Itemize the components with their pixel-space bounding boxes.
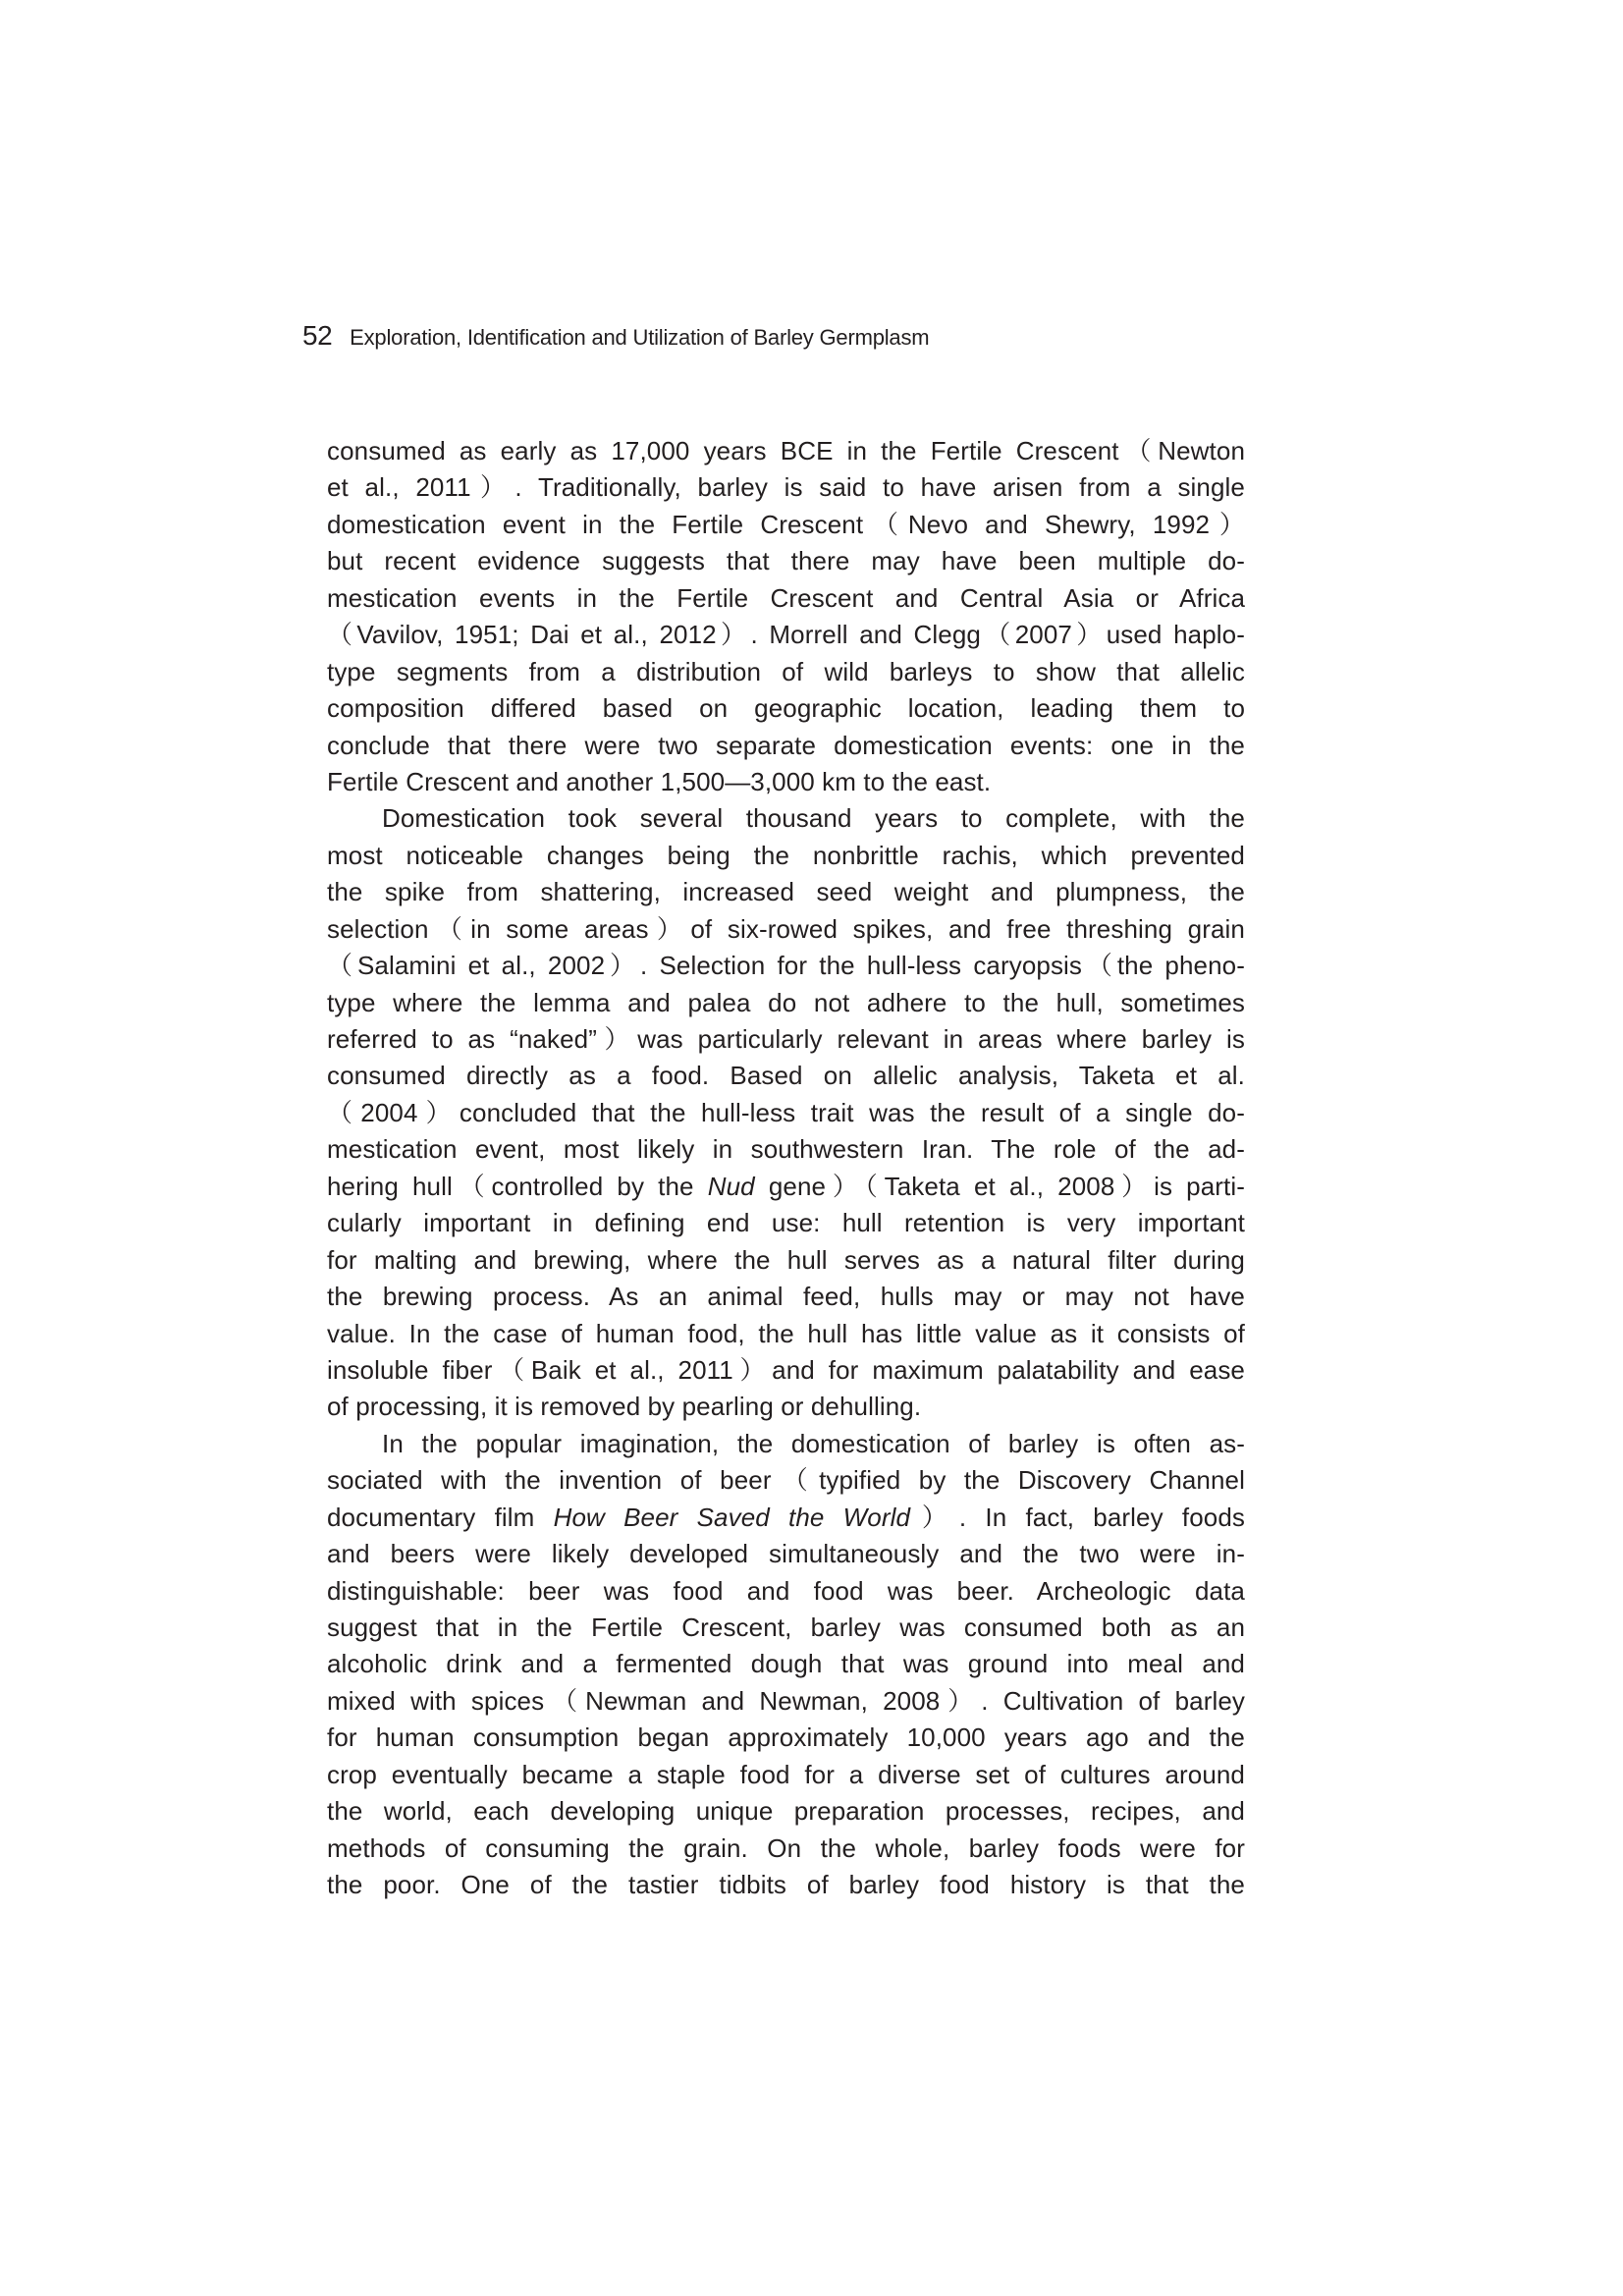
italic-run: How Beer Saved the World xyxy=(553,1502,911,1532)
paragraph-1 xyxy=(327,433,1245,800)
text-line xyxy=(327,1536,1245,1572)
text-run: the brewing process. As an animal feed, hulls may or may not have xyxy=(327,1282,1245,1312)
text-run: et al., 2011）. Traditionally, barley is said to have arisen from a single xyxy=(327,472,1245,503)
text-run: for malting and brewing, where the hull serves as a natural filter during xyxy=(327,1244,1245,1275)
text-line xyxy=(327,1646,1245,1682)
text-run: selection（in some areas）of six-rowed spikes, and free threshing grain xyxy=(327,913,1245,944)
text-run: （2004）concluded that the hull-less trait was the result of a single do- xyxy=(327,1097,1245,1127)
text-run: Fertile Crescent and another 1,500—3,000 km to the east. xyxy=(327,766,992,796)
text-line xyxy=(327,985,1245,1021)
text-line xyxy=(327,1610,1245,1646)
running-header xyxy=(302,320,929,355)
text-run: consumed as early as 17,000 years BCE in the Fertile Crescent（Newton xyxy=(327,436,1245,465)
text-run: consumed directly as a food. Based on allelic analysis, Taketa et al. xyxy=(327,1061,1245,1091)
text-line xyxy=(327,469,1245,506)
text-run: alcoholic drink and a fermented dough that was ground into meal and xyxy=(327,1649,1245,1679)
text-run: Domestication took several thousand years to complete, with the xyxy=(382,803,1245,834)
text-line xyxy=(327,800,1245,837)
text-line xyxy=(327,1500,1245,1536)
text-line xyxy=(327,1462,1245,1499)
text-line xyxy=(327,543,1245,579)
text-run: of processing, it is removed by pearling or dehulling. xyxy=(327,1392,922,1422)
text-line xyxy=(327,507,1245,543)
text-line xyxy=(327,1757,1245,1793)
text-run: cularly important in defining end use: hull retention is very important xyxy=(327,1208,1245,1238)
text-run: referred to as “naked”）was particularly relevant in areas where barley is xyxy=(327,1024,1245,1054)
paragraph-3 xyxy=(327,1426,1245,1904)
text-line xyxy=(327,1867,1245,1903)
text-line xyxy=(327,1831,1245,1867)
text-line xyxy=(327,1242,1245,1279)
text-line xyxy=(327,1058,1245,1094)
text-run: for human consumption began approximately 10,000 years ago and the xyxy=(327,1722,1245,1753)
paragraph-2 xyxy=(327,800,1245,1425)
text-run: crop eventually became a staple food for a diverse set of cultures around xyxy=(327,1759,1245,1789)
text-run: insoluble fiber（Baik et al., 2011）and for maximum palatability and ease xyxy=(327,1354,1245,1385)
text-run: mixed with spices（Newman and Newman, 2008）. Cultivation of barley xyxy=(327,1685,1245,1716)
text-run: suggest that in the Fertile Crescent, barley was consumed both as an xyxy=(327,1613,1245,1642)
text-run: ）. In fact, barley foods xyxy=(910,1502,1245,1532)
text-run: documentary film xyxy=(327,1502,554,1532)
text-run: and beers were likely developed simultaneously and the two were in- xyxy=(327,1539,1245,1569)
text-line xyxy=(327,1720,1245,1756)
text-run: conclude that there were two separate domestication events: one in the xyxy=(327,730,1245,760)
text-line xyxy=(327,580,1245,617)
text-run: most noticeable changes being the nonbrittle rachis, which prevented xyxy=(327,840,1245,870)
text-line xyxy=(327,1131,1245,1168)
text-run: （Salamini et al., 2002）. Selection for the hull-less caryopsis（the pheno- xyxy=(327,951,1245,981)
text-line xyxy=(327,1205,1245,1241)
text-run: （Vavilov, 1951; Dai et al., 2012）. Morrell and Clegg（2007）used haplo- xyxy=(327,620,1245,650)
text-line xyxy=(327,1389,1245,1425)
italic-run: Nud xyxy=(707,1171,755,1201)
text-line xyxy=(327,1573,1245,1610)
text-run: type where the lemma and palea do not adhere to the hull, sometimes xyxy=(327,987,1245,1017)
text-run: gene）（Taketa et al., 2008）is parti- xyxy=(754,1171,1245,1201)
text-run: the poor. One of the tastier tidbits of barley food history is that the xyxy=(327,1870,1245,1900)
text-line xyxy=(327,728,1245,764)
text-line xyxy=(327,433,1245,469)
body-text xyxy=(327,433,1245,1904)
text-line xyxy=(327,1279,1245,1315)
text-line xyxy=(327,654,1245,690)
text-line xyxy=(327,1426,1245,1462)
text-line xyxy=(327,1793,1245,1830)
text-run: type segments from a distribution of wild barleys to show that allelic xyxy=(327,656,1245,686)
text-line xyxy=(327,1352,1245,1389)
text-run: but recent evidence suggests that there may have been multiple do- xyxy=(327,546,1245,576)
text-line xyxy=(327,1169,1245,1205)
text-line xyxy=(327,1316,1245,1352)
text-line xyxy=(327,1683,1245,1720)
page-number: 52 xyxy=(302,320,333,351)
text-run: distinguishable: beer was food and food was beer. Archeologic data xyxy=(327,1575,1245,1606)
text-line xyxy=(327,911,1245,948)
text-run: composition differed based on geographic location, leading them to xyxy=(327,693,1245,724)
text-line xyxy=(327,764,1245,800)
text-run: methods of consuming the grain. On the whole, barley foods were for xyxy=(327,1832,1245,1863)
text-run: the world, each developing unique preparation processes, recipes, and xyxy=(327,1796,1245,1827)
text-line xyxy=(327,1021,1245,1058)
text-run: mestication events in the Fertile Crescent and Central Asia or Africa xyxy=(327,582,1245,613)
text-line xyxy=(327,948,1245,984)
text-line xyxy=(327,1095,1245,1131)
text-run: domestication event in the Fertile Crescent（Nevo and Shewry, 1992） xyxy=(327,509,1245,539)
text-run: mestication event, most likely in southwestern Iran. The role of the ad- xyxy=(327,1134,1245,1165)
text-run: the spike from shattering, increased seed weight and plumpness, the xyxy=(327,877,1245,907)
text-run: value. In the case of human food, the hull has little value as it consists of xyxy=(327,1318,1245,1348)
text-line xyxy=(327,874,1245,910)
running-title: Exploration, Identification and Utilization of Barley Germplasm xyxy=(350,325,930,350)
text-line xyxy=(327,690,1245,727)
text-line xyxy=(327,617,1245,653)
text-run: In the popular imagination, the domestication of barley is often as- xyxy=(382,1428,1245,1458)
text-line xyxy=(327,838,1245,874)
text-run: hering hull（controlled by the xyxy=(327,1171,708,1201)
text-run: sociated with the invention of beer（typified by the Discovery Channel xyxy=(327,1465,1245,1496)
